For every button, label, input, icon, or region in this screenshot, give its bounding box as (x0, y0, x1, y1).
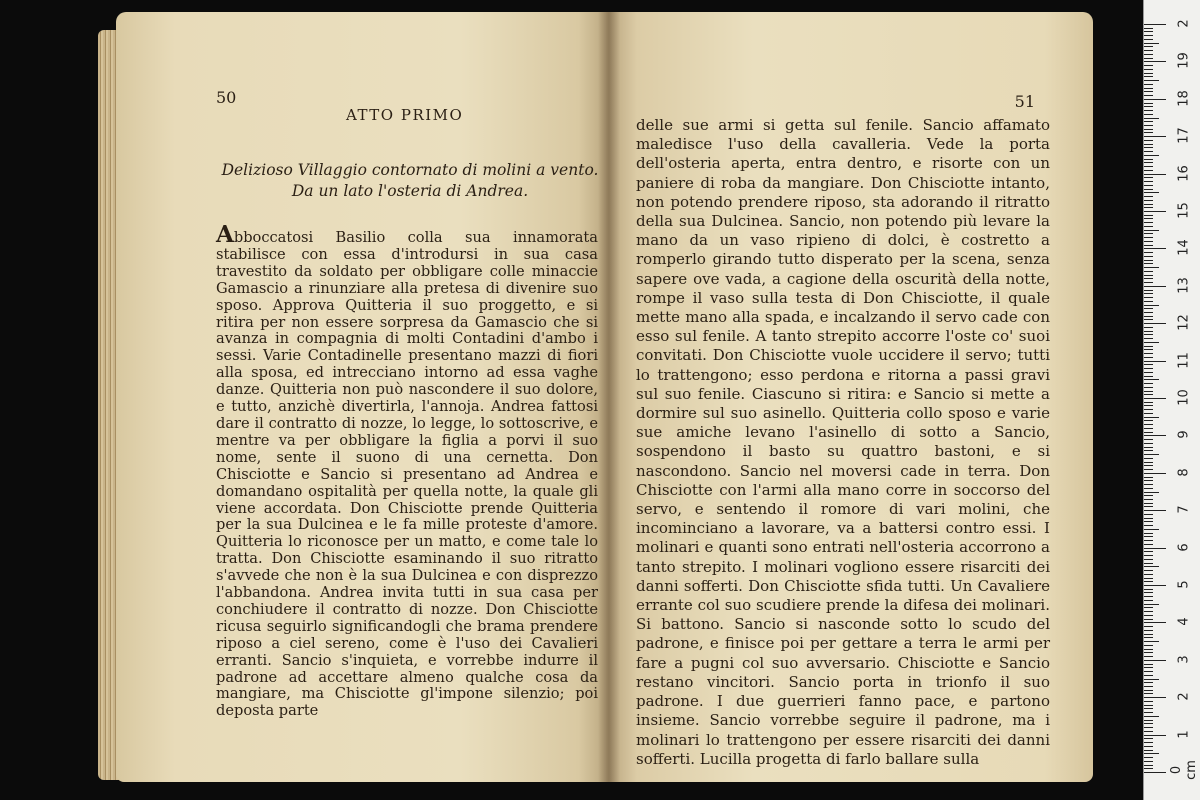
ruler-number: 9 (1176, 430, 1192, 440)
ruler-tick (1144, 316, 1153, 317)
ruler-tick (1144, 679, 1159, 680)
ruler-tick (1144, 132, 1153, 133)
ruler-tick (1144, 364, 1153, 365)
ruler-tick (1144, 260, 1153, 261)
ruler-number: 2 (1176, 19, 1192, 28)
ruler-tick (1144, 529, 1159, 530)
ruler-tick (1144, 91, 1153, 92)
ruler-tick (1144, 357, 1153, 358)
ruler-tick (1144, 334, 1153, 335)
ruler-tick (1144, 484, 1153, 485)
ruler-tick (1144, 110, 1153, 111)
ruler-number: 11 (1176, 351, 1192, 369)
ruler-tick (1144, 61, 1166, 62)
left-paragraph: bboccatosi Basilio colla sua innamorata stabilisce con essa d'introdursi in sua casa travestito da soldato per obbligare colle minaccie Gamascio a rinunziare alla pretesa di divenire suo sposo. Approva Quitteria il suo proggetto, e si ritira per non essere sorpresa da Gamascio che si avanza in compagnia di molti Contadini d'ambo i sessi. Varie Contadinelle presentano mazzi di fiori alla sposa, ed intrecciano intorno ad essa vaghe danze. Quitteria non può nascondere il suo dolore, e tutto, anzichè divertirla, l'annoja. Andrea fattosi dare il contratto di nozze, lo legge, lo sottoscrive, e mentre va per obbligare la figlia a porvi il suo nome, sente il suono di una cernetta. Don Chisciotte e Sancio si presentano ad Andrea e domandano ospitalità per quella notte, la quale gli viene accordata. Don Chisciotte prende Quitteria per la sua Dulcinea e le fa mille proteste d'amore. Quitteria lo riconosce per un matto, e come tale lo tratta. Don Chisciotte esaminando il suo ritratto s'avvede che non è la sua Dulcinea e con disprezzo l'abbandona. Andrea invita tutti in sua casa per conchiudere il contratto di nozze. Don Chisciotte ricusa seguirlo significandogli che brama prendere riposo a ciel sereno, come è l'uso dei Cavalieri erranti. Sancio s'inquieta, e vorrebbe indurre il padrone ad accettare almeno qualche cosa da mangiare, ma Chisciotte gl'impone silenzio; poi deposta parte (216, 229, 598, 720)
ruler-tick (1144, 331, 1153, 332)
ruler-tick (1144, 312, 1153, 313)
ruler-tick (1144, 731, 1153, 732)
ruler-tick (1144, 121, 1153, 122)
ruler-tick (1144, 439, 1153, 440)
ruler-tick (1144, 114, 1153, 115)
ruler-tick (1144, 738, 1153, 739)
ruler-tick (1144, 405, 1153, 406)
ruler-tick (1144, 159, 1153, 160)
ruler-tick (1144, 536, 1153, 537)
ruler-tick (1144, 39, 1153, 40)
ruler-tick (1144, 540, 1153, 541)
ruler-tick (1144, 477, 1153, 478)
ruler-tick (1144, 727, 1153, 728)
ruler-tick (1144, 682, 1153, 683)
ruler-tick (1144, 697, 1166, 698)
ruler-number: 3 (1176, 655, 1192, 664)
ruler-tick (1144, 305, 1159, 306)
ruler-tick (1144, 286, 1166, 287)
ruler-number: 5 (1176, 580, 1192, 589)
ruler-tick (1144, 761, 1153, 762)
scene-line-2: Da un lato l'osteria di Andrea. (291, 182, 529, 200)
ruler-tick (1144, 634, 1153, 635)
right-paragraph: delle sue armi si getta sul fenile. Sancio affamato maledisce l'uso della cavalleria. Vede la porta dell'osteria aperta, entra dentro, e risorte con un paniere di roba da mangiare. Don Chisciotte intanto, non potendo prendere riposo, sta adorando il ritratto della sua Dulcinea. Sancio, non potendo più levare la mano da un vaso ripieno di dolci, è costretto a romperlo girando tutto disperato per la scena, senza sapere ove vada, a cagione della oscurità della notte, rompe il vaso sulla testa di Don Chisciotte, il quale mette mano alla spada, e incalzando il servo cade con esso sul fenile. A tanto strepito accorre l'oste co' suoi convitati. Don Chisciotte vuole uccidere il servo; tutti lo trattengono; esso perdona e ritorna a passi gravi sul suo fenile. Ciascuno si ritira: e Sancio si mette a dormire sul suo asinello. Quitteria collo sposo e varie sue amiche levano l'asinello di sotto a Sancio, sospendono il basto su quattro bastoni, e si nascondono. Sancio nel moversi cade in terra. Don Chisciotte con l'armi alla mano corre in soccorso del servo, e sentendo il romore di vari molini, che incominciano a lavorare, va a battersi contro essi. I molinari e quanti sono entrati nell'osteria accorrono a tanto strepito. I molinari vogliono essere risarciti dei danni sofferti. Don Chisciotte sfida tutti. Un Cavaliere errante col suo scudiere prende la difesa dei molinari. Si battono. Sancio si nasconde sotto lo scudo del padrone, e finisce poi per gettare a terra le armi per fare a pugni col suo avversario. Chisciotte e Sancio restano vincitori. Sancio porta in trionfo il suo padrone. I due guerrieri fanno pace, e partono insieme. Sancio vorrebbe seguire il padrone, ma i molinari lo trattengono per essere risarciti dei danni sofferti. Lucilla progetta di farlo ballare sulla (636, 116, 1050, 768)
ruler-tick (1144, 35, 1153, 36)
ruler-tick (1144, 506, 1153, 507)
ruler-tick (1144, 58, 1153, 59)
ruler-tick (1144, 88, 1153, 89)
scene-line-1: Delizioso Villaggio contornato di molini a vento. (221, 161, 599, 179)
ruler-tick (1144, 574, 1153, 575)
ruler-tick (1144, 693, 1153, 694)
ruler-tick (1144, 155, 1159, 156)
drop-cap: A (216, 221, 234, 248)
ruler-tick (1144, 349, 1153, 350)
book-gutter (598, 12, 620, 782)
ruler-tick (1144, 690, 1153, 691)
ruler-tick (1144, 267, 1159, 268)
ruler-tick (1144, 308, 1153, 309)
ruler-tick (1144, 514, 1153, 515)
ruler-tick (1144, 765, 1153, 766)
ruler-tick (1144, 379, 1159, 380)
ruler-tick (1144, 65, 1153, 66)
left-body-text (216, 221, 598, 720)
ruler-tick (1144, 424, 1153, 425)
ruler-tick (1144, 413, 1153, 414)
ruler-tick (1144, 637, 1153, 638)
ruler-tick (1144, 705, 1153, 706)
ruler-tick (1144, 607, 1153, 608)
ruler-tick (1144, 473, 1166, 474)
ruler-number: 18 (1176, 90, 1192, 107)
ruler-tick (1144, 207, 1153, 208)
ruler-number: 17 (1176, 127, 1192, 144)
ruler-tick (1144, 742, 1153, 743)
scene-description (220, 160, 600, 202)
ruler-tick (1144, 548, 1166, 549)
page-number-left: 50 (216, 88, 237, 107)
ruler-tick (1144, 282, 1153, 283)
ruler-tick (1144, 555, 1153, 556)
ruler-tick (1144, 604, 1159, 605)
ruler-tick (1144, 54, 1153, 55)
ruler-tick (1144, 450, 1153, 451)
ruler-tick (1144, 596, 1153, 597)
ruler-unit-label: 0 cm (1169, 760, 1199, 780)
ruler-tick (1144, 301, 1153, 302)
ruler-tick (1144, 402, 1153, 403)
ruler-tick (1144, 46, 1153, 47)
ruler-tick (1144, 525, 1153, 526)
ruler-tick (1144, 578, 1153, 579)
ruler-tick (1144, 656, 1153, 657)
ruler-tick (1144, 192, 1159, 193)
ruler-tick (1144, 297, 1153, 298)
ruler-tick (1144, 398, 1166, 399)
ruler-tick (1144, 230, 1159, 231)
ruler-tick (1144, 443, 1153, 444)
ruler-tick (1144, 768, 1153, 769)
ruler-tick (1144, 615, 1153, 616)
ruler-tick (1144, 342, 1159, 343)
ruler-tick (1144, 708, 1153, 709)
ruler-tick (1144, 200, 1153, 201)
ruler-tick (1144, 753, 1159, 754)
ruler-tick (1144, 533, 1153, 534)
ruler-tick (1144, 435, 1166, 436)
ruler-tick (1144, 394, 1153, 395)
ruler-tick (1144, 454, 1159, 455)
ruler-tick (1144, 495, 1153, 496)
ruler-tick (1144, 103, 1153, 104)
open-book (98, 12, 1093, 784)
ruler-tick (1144, 499, 1153, 500)
ruler-tick (1144, 447, 1153, 448)
ruler-tick (1144, 581, 1153, 582)
ruler-tick (1144, 387, 1153, 388)
ruler-number: 19 (1176, 52, 1192, 70)
ruler-tick (1144, 391, 1153, 392)
ruler-tick (1144, 28, 1153, 29)
ruler-number: 8 (1176, 468, 1192, 477)
ruler-tick (1144, 106, 1153, 107)
ruler-number: 16 (1176, 164, 1192, 182)
ruler-tick (1144, 263, 1153, 264)
ruler-tick (1144, 757, 1153, 758)
ruler-tick (1144, 73, 1153, 74)
ruler-tick (1144, 245, 1153, 246)
ruler-tick (1144, 592, 1153, 593)
ruler-tick (1144, 222, 1153, 223)
ruler-tick (1144, 271, 1153, 272)
ruler-tick (1144, 80, 1159, 81)
ruler-tick (1144, 215, 1153, 216)
ruler-tick (1144, 551, 1153, 552)
ruler-tick (1144, 720, 1153, 721)
ruler-tick (1144, 76, 1153, 77)
ruler-tick (1144, 492, 1159, 493)
ruler-tick (1144, 275, 1153, 276)
ruler-tick (1144, 185, 1153, 186)
ruler-tick (1144, 630, 1153, 631)
ruler-tick (1144, 293, 1153, 294)
ruler-tick (1144, 544, 1153, 545)
right-page (608, 12, 1093, 782)
ruler-tick (1144, 432, 1153, 433)
ruler-tick (1144, 43, 1159, 44)
ruler-number: 1 (1176, 729, 1192, 739)
ruler-tick (1144, 559, 1153, 560)
ruler-tick (1144, 469, 1153, 470)
ruler-tick (1144, 518, 1153, 519)
ruler-tick (1144, 664, 1153, 665)
ruler-tick (1144, 170, 1153, 171)
ruler-tick (1144, 241, 1153, 242)
ruler-tick (1144, 218, 1153, 219)
ruler-tick (1144, 649, 1153, 650)
ruler-tick (1144, 383, 1153, 384)
ruler-tick (1144, 290, 1153, 291)
ruler-tick (1144, 660, 1166, 661)
ruler-tick (1144, 211, 1166, 212)
ruler-tick (1144, 465, 1153, 466)
ruler-tick (1144, 338, 1153, 339)
ruler-tick (1144, 521, 1153, 522)
ruler-tick (1144, 570, 1153, 571)
ruler-tick (1144, 361, 1166, 362)
ruler-tick (1144, 323, 1166, 324)
ruler-tick (1144, 181, 1153, 182)
ruler-tick (1144, 204, 1153, 205)
left-page (116, 12, 608, 782)
ruler-tick (1144, 129, 1153, 130)
ruler-tick (1144, 24, 1166, 25)
ruler-tick (1144, 735, 1166, 736)
ruler-tick (1144, 746, 1153, 747)
ruler-tick (1144, 462, 1153, 463)
ruler-tick (1144, 189, 1153, 190)
ruler-tick (1144, 611, 1153, 612)
ruler-tick (1144, 140, 1153, 141)
ruler-tick (1144, 488, 1153, 489)
ruler-tick (1144, 589, 1153, 590)
ruler-tick (1144, 585, 1166, 586)
ruler-tick (1144, 252, 1153, 253)
ruler-tick (1144, 372, 1153, 373)
ruler-tick (1144, 671, 1153, 672)
ruler-tick (1144, 716, 1159, 717)
ruler-tick (1144, 319, 1153, 320)
right-body-text (636, 116, 1050, 769)
ruler-tick (1144, 174, 1166, 175)
ruler-tick (1144, 563, 1153, 564)
ruler-tick (1144, 162, 1153, 163)
ruler-tick (1144, 417, 1159, 418)
ruler-number: 13 (1176, 277, 1192, 294)
ruler-tick (1144, 125, 1153, 126)
ruler-tick (1144, 675, 1153, 676)
page-number-right: 51 (1014, 92, 1035, 111)
ruler-tick (1144, 619, 1153, 620)
ruler-tick (1144, 652, 1153, 653)
ruler-number: 14 (1176, 239, 1192, 257)
ruler-tick (1144, 772, 1166, 773)
ruler-tick (1144, 99, 1166, 100)
ruler-tick (1144, 50, 1153, 51)
ruler-tick (1144, 503, 1153, 504)
ruler-tick (1144, 353, 1153, 354)
ruler-tick (1144, 480, 1153, 481)
ruler-number: 15 (1176, 202, 1192, 219)
ruler-tick (1144, 136, 1166, 137)
ruler-tick (1144, 226, 1153, 227)
ruler-tick (1144, 600, 1153, 601)
ruler-number: 4 (1176, 617, 1192, 627)
ruler-tick (1144, 409, 1153, 410)
ruler-number: 6 (1176, 542, 1192, 552)
ruler-tick (1144, 376, 1153, 377)
ruler-tick (1144, 31, 1153, 32)
ruler-tick (1144, 458, 1153, 459)
measurement-ruler (1143, 0, 1200, 800)
ruler-tick (1144, 237, 1153, 238)
ruler-tick (1144, 248, 1166, 249)
running-head: ATTO PRIMO (346, 106, 464, 124)
ruler-tick (1144, 327, 1153, 328)
ruler-tick (1144, 346, 1153, 347)
ruler-tick (1144, 69, 1153, 70)
ruler-tick (1144, 147, 1153, 148)
ruler-tick (1144, 686, 1153, 687)
ruler-tick (1144, 626, 1153, 627)
ruler-tick (1144, 566, 1159, 567)
ruler-tick (1144, 712, 1153, 713)
ruler-tick (1144, 750, 1153, 751)
ruler-tick (1144, 278, 1153, 279)
ruler-number: 7 (1176, 505, 1192, 514)
ruler-tick (1144, 256, 1153, 257)
ruler-tick (1144, 144, 1153, 145)
ruler-number: 10 (1176, 389, 1192, 406)
ruler-tick (1144, 667, 1153, 668)
ruler-tick (1144, 177, 1153, 178)
ruler-tick (1144, 151, 1153, 152)
ruler-tick (1144, 723, 1153, 724)
ruler-tick (1144, 95, 1153, 96)
ruler-tick (1144, 84, 1153, 85)
ruler-tick (1144, 166, 1153, 167)
ruler-tick (1144, 701, 1153, 702)
ruler-number: 12 (1176, 314, 1192, 331)
ruler-tick (1144, 641, 1159, 642)
ruler-tick (1144, 420, 1153, 421)
ruler-tick (1144, 196, 1153, 197)
ruler-tick (1144, 510, 1166, 511)
ruler-tick (1144, 645, 1153, 646)
ruler-tick (1144, 428, 1153, 429)
ruler-tick (1144, 118, 1159, 119)
ruler-tick (1144, 622, 1166, 623)
ruler-tick (1144, 233, 1153, 234)
ruler-tick (1144, 368, 1153, 369)
ruler-number: 2 (1176, 692, 1192, 701)
